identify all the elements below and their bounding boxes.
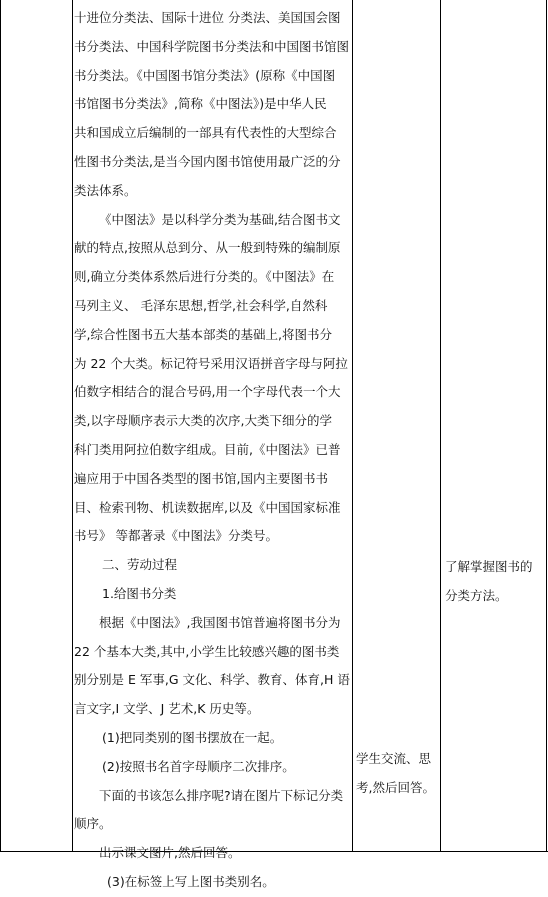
content-line: 十进位分类法、国际十进位 分类法、美国国会图 bbox=[74, 10, 341, 25]
student-activity-cell bbox=[356, 745, 435, 803]
content-line: 22 个基本大类,其中,小学生比较感兴趣的图书类 bbox=[74, 643, 340, 659]
content-line: 学,综合性图书五大基本部类的基础上,将图书分 bbox=[74, 326, 332, 342]
content-line: 书分类法、中国科学院图书分类法和中国图书馆图 bbox=[74, 38, 350, 54]
content-line: 书馆图书分类法》,简称《中图法》)是中华人民 bbox=[74, 96, 327, 112]
column-divider-2 bbox=[352, 0, 353, 852]
empty-column-cell bbox=[1, 0, 72, 851]
column-divider-3 bbox=[440, 0, 441, 852]
content-line: 遍应用于中国各类型的图书馆,国内主要图书书 bbox=[74, 470, 328, 486]
student-activity-line: 学生交流、思 bbox=[356, 751, 432, 766]
step-line: (2)按照书名首字母顺序二次排序。 bbox=[102, 758, 295, 774]
content-line: 类,以字母顺序表示大类的次序,大类下细分的学 bbox=[74, 413, 332, 429]
content-line: 别分别是 E 军事,G 文化、科学、教育、体育,H 语 bbox=[74, 672, 350, 688]
content-line: 献的特点,按照从总到分、从一般到特殊的编制原 bbox=[74, 240, 341, 256]
content-line: 类法体系。 bbox=[74, 182, 137, 198]
content-line: 出示课文图片,然后回答。 bbox=[99, 845, 241, 861]
step-line: (1)把同类别的图书摆放在一起。 bbox=[102, 729, 283, 745]
table-border-right bbox=[546, 0, 547, 852]
design-intent-line: 分类方法。 bbox=[445, 587, 508, 603]
content-line: 科门类用阿拉伯数字组成。目前,《中图法》已普 bbox=[74, 441, 341, 457]
content-line: 书分类法。《中国图书馆分类法》(原称《中国图 bbox=[74, 67, 336, 83]
column-divider-1 bbox=[72, 0, 73, 852]
content-line: 目、检索刊物、机读数据库,以及《中国国家标准 bbox=[74, 499, 341, 515]
content-line: 马列主义、 毛泽东思想,哲学,社会科学,自然科 bbox=[74, 297, 328, 313]
step-line: (3)在标签上写上图书类别名。 bbox=[107, 873, 275, 889]
content-line: 根据《中图法》,我国图书馆普遍将图书分为 bbox=[99, 614, 341, 630]
content-line: 下面的书该怎么排序呢?请在图片下标记分类 bbox=[99, 787, 344, 803]
content-line: 则,确立分类体系然后进行分类的。《中图法》在 bbox=[74, 269, 335, 285]
subsection-heading: 1.给图书分类 bbox=[102, 585, 177, 601]
content-line: 书号》 等都著录《中图法》分类号。 bbox=[74, 528, 278, 544]
section-heading: 二、劳动过程 bbox=[102, 557, 178, 573]
student-activity-line: 考,然后回答。 bbox=[356, 779, 435, 795]
design-intent-line: 了解掌握图书的 bbox=[445, 559, 533, 574]
content-line: 《中图法》是以科学分类为基础,结合图书文 bbox=[99, 211, 341, 227]
content-line: 为 22 个大类。标记符号采用汉语拼音字母与阿拉 bbox=[74, 355, 348, 371]
content-line: 共和国成立后编制的一部具有代表性的大型综合 bbox=[74, 125, 337, 141]
teaching-content-cell bbox=[74, 4, 350, 889]
content-line: 性图书分类法,是当今国内图书馆使用最广泛的分 bbox=[74, 153, 341, 169]
design-intent-cell bbox=[445, 553, 533, 611]
content-line: 言文字,I 文学、J 艺术,K 历史等。 bbox=[74, 701, 260, 717]
content-line: 顺序。 bbox=[74, 816, 112, 832]
content-line: 伯数字相结合的混合号码,用一个字母代表一个大 bbox=[74, 384, 341, 400]
